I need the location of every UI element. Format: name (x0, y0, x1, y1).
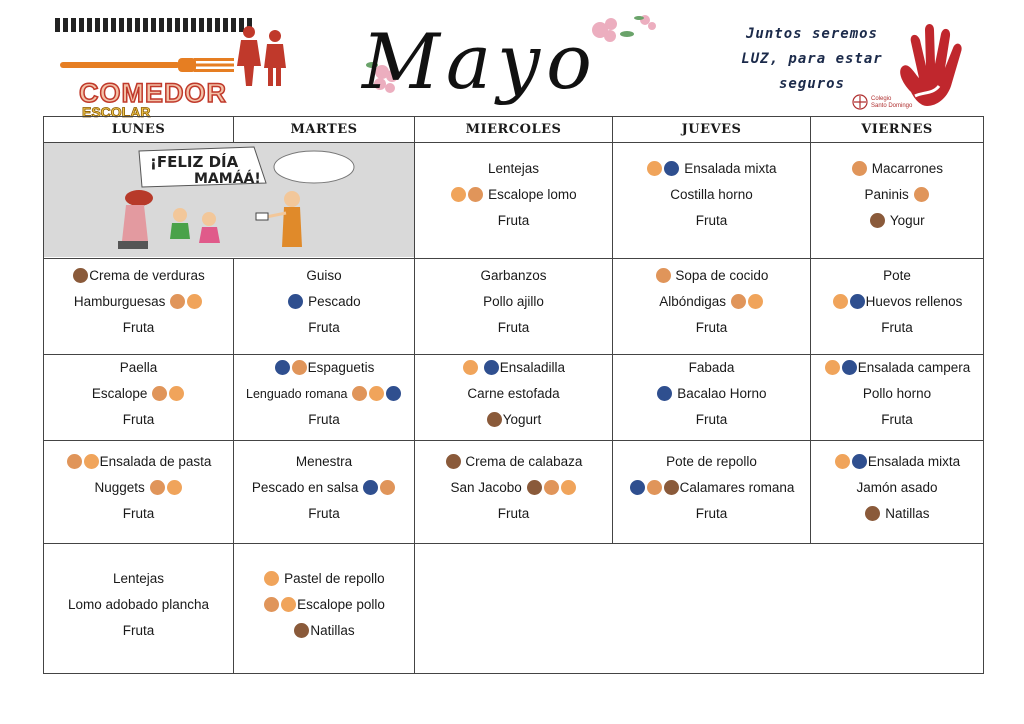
dish: Fruta (308, 506, 340, 521)
egg-allergen-icon (451, 187, 466, 202)
menu-cell-tuesday (234, 259, 415, 355)
menu-cell-monday (44, 355, 234, 441)
menu-cell-monday (44, 544, 234, 674)
gluten-allergen-icon (292, 360, 307, 375)
dish: Sopa de cocido (675, 268, 769, 283)
gluten-allergen-icon (656, 268, 671, 283)
day-header: MARTES (234, 117, 415, 143)
dish: Lentejas (112, 571, 165, 586)
dish: Pollo horno (862, 386, 932, 401)
dish: Fruta (497, 320, 530, 335)
fish-allergen-icon (386, 386, 401, 401)
menu-cell-thursday (613, 143, 811, 259)
dish: Crema de calabaza (465, 454, 583, 469)
milk-allergen-icon (294, 623, 309, 638)
milk-allergen-icon (870, 213, 885, 228)
dish: Escalope (91, 386, 148, 401)
dish: Pastel de repollo (284, 571, 385, 586)
fork-icon (60, 56, 235, 74)
logo-text-comedor: COMEDOR (79, 78, 227, 108)
month-title-block (352, 10, 677, 115)
day-header: VIERNES (811, 117, 984, 143)
gluten-allergen-icon (647, 480, 662, 495)
svg-text:¡FELIZ DÍA: ¡FELIZ DÍA (150, 153, 239, 171)
comedor-escolar-logo (55, 18, 290, 120)
dish: Fruta (122, 506, 155, 521)
motto-line-2: LUZ, para estar (741, 51, 883, 67)
gluten-allergen-icon (914, 187, 929, 202)
egg-allergen-icon (463, 360, 478, 375)
dish: Escalope lomo (488, 187, 577, 202)
dish: Crema de verduras (89, 268, 205, 283)
dish: Pescado (308, 294, 361, 309)
mothers-day-cell (44, 143, 415, 259)
dish: Pescado en salsa (251, 480, 359, 495)
week-row (44, 143, 984, 259)
egg-allergen-icon (835, 454, 850, 469)
dish: Fruta (308, 320, 340, 335)
dish: Lentejas (487, 161, 540, 176)
menu-table (43, 116, 984, 674)
egg-allergen-icon (647, 161, 662, 176)
dish: Fruta (695, 506, 728, 521)
fish-allergen-icon (275, 360, 290, 375)
dish: Fruta (881, 320, 913, 335)
dish: Costilla horno (670, 187, 753, 202)
day-header: MIERCOLES (415, 117, 613, 143)
menu-cell-thursday (613, 441, 811, 544)
dish: Fruta (308, 412, 340, 427)
days-header-row (44, 117, 984, 143)
dish: Espaguetis (307, 360, 375, 375)
egg-allergen-icon (561, 480, 576, 495)
milk-allergen-icon (487, 412, 502, 427)
dish: Fruta (497, 213, 530, 228)
dish: Pote (883, 268, 911, 283)
dish: Macarrones (871, 161, 944, 176)
motto-text (712, 22, 912, 97)
menu-cell-wednesday (415, 441, 613, 544)
egg-allergen-icon (833, 294, 848, 309)
menu-cell-friday (811, 143, 984, 259)
menu-cell-tuesday (234, 544, 415, 674)
dish: Hamburguesas (73, 294, 166, 309)
dish: Escalope pollo (297, 597, 385, 612)
day-header: JUEVES (613, 117, 811, 143)
dish: Yogur (889, 213, 925, 228)
egg-allergen-icon (369, 386, 384, 401)
dish: Natillas (310, 623, 355, 638)
milk-allergen-icon (73, 268, 88, 283)
dish: Huevos rellenos (865, 294, 963, 309)
gluten-allergen-icon (170, 294, 185, 309)
milk-allergen-icon (446, 454, 461, 469)
svg-text:MAMÁÁ!: MAMÁÁ! (194, 171, 261, 187)
dish: Bacalao Horno (677, 386, 767, 401)
mothers-day-cartoon (44, 143, 414, 257)
dish: Fruta (122, 623, 155, 638)
gluten-allergen-icon (264, 597, 279, 612)
gluten-allergen-icon (380, 480, 395, 495)
menu-cell-friday (811, 355, 984, 441)
dish: San Jacobo (450, 480, 522, 495)
egg-allergen-icon (167, 480, 182, 495)
egg-allergen-icon (281, 597, 296, 612)
menu-cell-thursday (613, 259, 811, 355)
menu-cell-wednesday (415, 355, 613, 441)
menu-cell-tuesday (234, 441, 415, 544)
week-row (44, 544, 984, 674)
dish: Menestra (295, 454, 353, 469)
egg-allergen-icon (84, 454, 99, 469)
milk-allergen-icon (865, 506, 880, 521)
dish: Ensalada mixta (867, 454, 961, 469)
dish: Paella (119, 360, 158, 375)
gluten-allergen-icon (852, 161, 867, 176)
egg-allergen-icon (169, 386, 184, 401)
fish-allergen-icon (657, 386, 672, 401)
menu-cell-friday (811, 259, 984, 355)
fruit-banner-cell (415, 544, 984, 674)
dish: Lomo adobado plancha (67, 597, 210, 612)
fish-allergen-icon (484, 360, 499, 375)
dish: Carne estofada (467, 386, 560, 401)
menu-cell-wednesday (415, 259, 613, 355)
dish: Fruta (122, 320, 155, 335)
children-icon (233, 24, 293, 89)
fish-allergen-icon (842, 360, 857, 375)
dish: Natillas (885, 506, 930, 521)
week-row (44, 441, 984, 544)
menu-cell-friday (811, 441, 984, 544)
week-row (44, 259, 984, 355)
school-name-line-2: Santo Domingo (871, 103, 913, 109)
egg-allergen-icon (187, 294, 202, 309)
gluten-allergen-icon (352, 386, 367, 401)
menu-cell-tuesday (234, 355, 415, 441)
dish: Paninis (864, 187, 909, 202)
dish: Pote de repollo (666, 454, 757, 469)
dish: Fruta (695, 320, 728, 335)
school-logo (852, 94, 932, 114)
gluten-allergen-icon (731, 294, 746, 309)
milk-allergen-icon (664, 480, 679, 495)
motto-line-3: seguros (778, 76, 845, 92)
dish: Fruta (695, 213, 728, 228)
dish: Guiso (306, 268, 342, 283)
egg-allergen-icon (825, 360, 840, 375)
dish: Pollo ajillo (483, 294, 544, 309)
fish-allergen-icon (288, 294, 303, 309)
dish: Fruta (695, 412, 728, 427)
dish: Yogurt (502, 412, 542, 427)
menu-cell-monday (44, 441, 234, 544)
gluten-allergen-icon (468, 187, 483, 202)
milk-allergen-icon (527, 480, 542, 495)
dish: Garbanzos (480, 268, 547, 283)
dish: Ensalada de pasta (99, 454, 212, 469)
dish: Albóndigas (659, 294, 727, 309)
logo-text-escolar: ESCOLAR (82, 104, 151, 120)
fish-allergen-icon (363, 480, 378, 495)
egg-allergen-icon (748, 294, 763, 309)
week-row (44, 355, 984, 441)
school-crest-icon (852, 94, 868, 110)
dish: Calamares romana (679, 480, 795, 495)
gluten-allergen-icon (67, 454, 82, 469)
dish: Ensalada mixta (684, 161, 777, 176)
day-header: LUNES (44, 117, 234, 143)
fish-allergen-icon (850, 294, 865, 309)
dish: Fruta (881, 412, 913, 427)
dish: Fruta (122, 412, 155, 427)
dish: Fruta (497, 506, 530, 521)
gluten-allergen-icon (544, 480, 559, 495)
dish: Jamón asado (856, 480, 938, 495)
gluten-allergen-icon (150, 480, 165, 495)
egg-allergen-icon (264, 571, 279, 586)
fish-allergen-icon (852, 454, 867, 469)
month-title: Mayo (362, 17, 598, 106)
menu-cell-monday (44, 259, 234, 355)
motto-line-1: Juntos seremos (745, 26, 878, 42)
fish-allergen-icon (630, 480, 645, 495)
school-name-line-1: Colegio (871, 96, 892, 102)
dish: Ensaladilla (499, 360, 566, 375)
dish: Ensalada campera (857, 360, 971, 375)
gluten-allergen-icon (152, 386, 167, 401)
dish: Fabada (688, 360, 735, 375)
dish: Nuggets (94, 480, 145, 495)
menu-cell-wednesday (415, 143, 613, 259)
dish: Lenguado romana (246, 387, 348, 401)
menu-cell-thursday (613, 355, 811, 441)
fish-allergen-icon (664, 161, 679, 176)
